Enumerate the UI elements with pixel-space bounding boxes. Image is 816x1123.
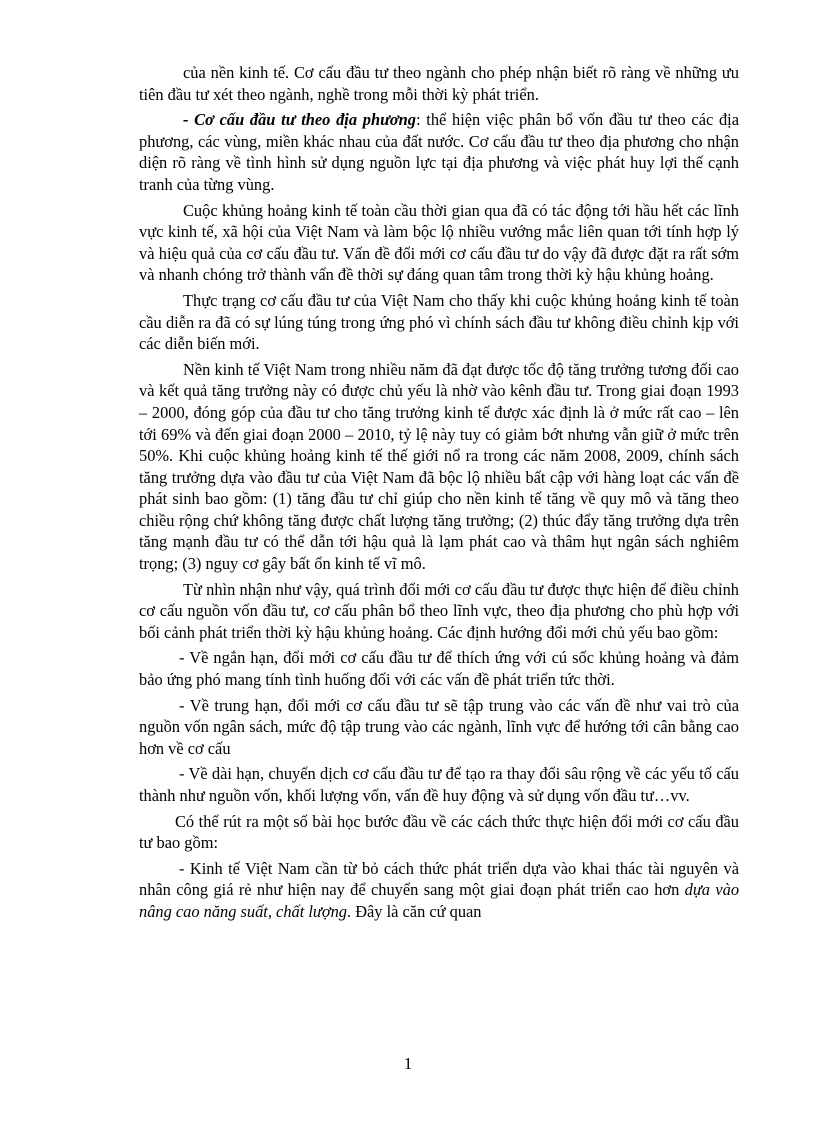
paragraph-3: Cuộc khủng hoảng kinh tế toàn cầu thời gian qua đã có tác động tới hầu hết các lĩnh vực kinh tế, xã hội của Việt Nam và làm bộc lộ nhiều vướng mắc liên quan tới tính hợp lý và hiệu quả của cơ cấu đầu tư. Vấn đề đổi mới cơ cấu đầu tư do vậy đã được đặt ra rất sớm và nhanh chóng trở thành vấn đề thời sự đáng quan tâm trong thời kỳ hậu khủng hoảng. xyxy=(139,200,739,285)
paragraph-2-text: : thể hiện việc phân bổ vốn đầu tư theo các địa phương, các vùng, miền khác nhau của đất nước. Cơ cấu đầu tư theo địa phương cho nhận diện rõ ràng về tình hình sử dụng nguồn lực tại địa phương và việc phát huy lợi thế cạnh tranh của từng vùng. xyxy=(139,110,739,194)
paragraph-5: Nền kinh tế Việt Nam trong nhiều năm đã đạt được tốc độ tăng trưởng tương đối cao và kết quả tăng trưởng này có được chủ yếu là nhờ vào kênh đầu tư. Trong giai đoạn 1993 – 2000, đóng góp của đầu tư cho tăng trưởng kinh tế được xác định là ở mức rất cao – lên tới 69% và đến giai đoạn 2000 – 2010, tỷ lệ này tuy có giảm bớt nhưng vẫn giữ ở mức trên 50%. Khi cuộc khủng hoảng kinh tế thế giới nổ ra trong các năm 2008, 2009, chính sách tăng trưởng dựa vào đầu tư của Việt Nam đã bộc lộ nhiều bất cập với hàng loạt các vấn đề phát sinh bao gồm: (1) tăng đầu tư chỉ giúp cho nền kinh tế tăng về quy mô và tăng theo chiều rộng chứ không tăng được chất lượng tăng trưởng; (2) thúc đẩy tăng trưởng dựa trên tăng mạnh đầu tư có thể dẫn tới hậu quả là lạm phát cao và thâm hụt ngân sách nghiêm trọng; (3) nguy cơ gây bất ổn kinh tế vĩ mô. xyxy=(139,359,739,574)
paragraph-4: Thực trạng cơ cấu đầu tư của Việt Nam cho thấy khi cuộc khủng hoảng kinh tế toàn cầu diễn ra đã có sự lúng túng trong ứng phó vì chính sách đầu tư không điều chỉnh kịp với các diễn biến mới. xyxy=(139,290,739,354)
paragraph-6: Từ nhìn nhận như vậy, quá trình đổi mới cơ cấu đầu tư được thực hiện để điều chỉnh cơ cấu nguồn vốn đầu tư, cơ cấu phân bổ theo lĩnh vực, theo địa phương cho phù hợp với bối cảnh phát triển thời kỳ hậu khủng hoảng. Các định hướng đổi mới chủ yếu bao gồm: xyxy=(139,579,739,642)
paragraph-1: của nền kinh tế. Cơ cấu đầu tư theo ngành cho phép nhận biết rõ ràng về những ưu tiên đầu tư xét theo ngành, nghề trong mỗi thời kỳ phát triển. xyxy=(139,63,739,104)
paragraph-10: Có thể rút ra một số bài học bước đầu về các cách thức thực hiện đổi mới cơ cấu đầu tư bao gồm: xyxy=(139,811,739,853)
paragraph-11-end: . Đây là căn cứ quan xyxy=(347,901,482,921)
paragraph-2 xyxy=(139,109,739,195)
document-body xyxy=(139,62,739,927)
paragraph-11 xyxy=(139,858,739,923)
paragraph-7: - Về ngắn hạn, đổi mới cơ cấu đầu tư để thích ứng với cú sốc khủng hoảng và đảm bảo ứng phó mang tính tình huống đối với các vấn đề phát triển tức thời. xyxy=(139,648,739,690)
paragraph-11-text: - Kinh tế Việt Nam cần từ bỏ cách thức phát triển dựa vào khai thác tài nguyên và nhân công giá rẻ như hiện nay để chuyển sang một giai đoạn phát triển cao hơn xyxy=(139,858,739,900)
paragraph-8: - Về trung hạn, đổi mới cơ cấu đầu tư sẽ tập trung vào các vấn đề như vai trò của nguồn vốn ngân sách, mức độ tập trung vào các ngành, lĩnh vực để hướng tới cân bằng cao hơn về cơ cấu xyxy=(139,695,739,758)
page-number: 1 xyxy=(403,1054,413,1073)
paragraph-9: - Về dài hạn, chuyển dịch cơ cấu đầu tư để tạo ra thay đổi sâu rộng về các yếu tố cấu thành như nguồn vốn, khối lượng vốn, vấn đề huy động và sử dụng vốn đầu tư…vv. xyxy=(139,764,739,805)
paragraph-2-lead: - Cơ cấu đầu tư theo địa phương xyxy=(183,110,416,130)
paragraph-11-italic: dựa vào nâng cao năng suất, chất lượng xyxy=(139,880,740,921)
